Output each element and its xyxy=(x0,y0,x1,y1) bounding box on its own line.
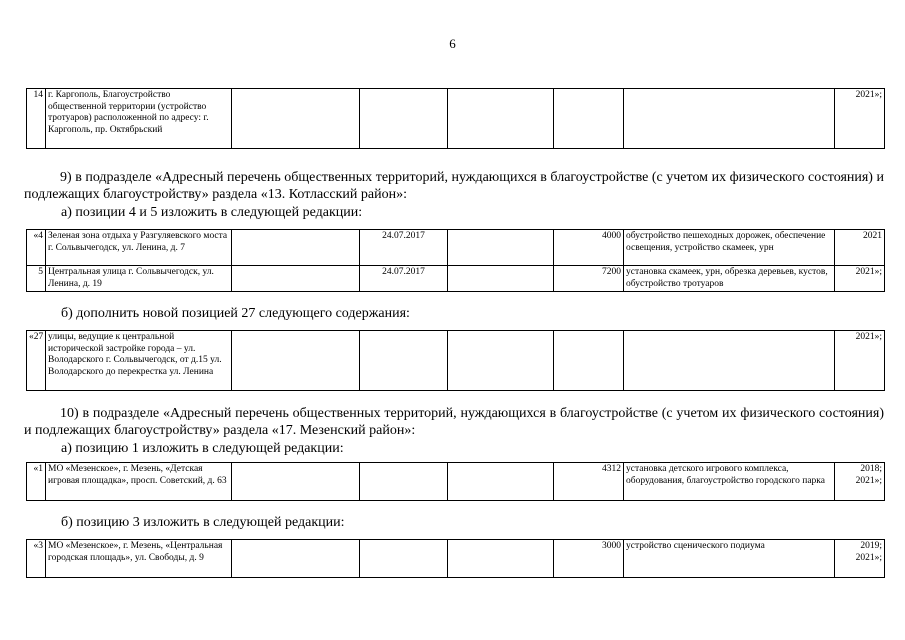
works-cell: обустройство пешеходных дорожек, обеспечение освещения, устройство скамеек, урн xyxy=(624,230,835,266)
sum-cell xyxy=(554,89,624,149)
year-cell: 2021 xyxy=(835,230,885,266)
table-row xyxy=(27,331,885,391)
paragraph-9: 9) в подразделе «Адресный перечень общественных территорий, нуждающихся в благоустройстве (с учетом их физического состояния) и подлежащих благоустройству» раздела «13. Котласский район»: xyxy=(24,170,884,202)
date-cell: 24.07.2017 xyxy=(360,230,448,266)
date-cell: 24.07.2017 xyxy=(360,266,448,292)
table-row xyxy=(27,230,885,266)
table-row xyxy=(27,266,885,292)
cell-empty xyxy=(448,331,554,391)
cell-empty xyxy=(232,463,360,501)
works-cell: устройство сценического подиума xyxy=(624,540,835,578)
cell-empty xyxy=(232,266,360,292)
row-number: «4 xyxy=(27,230,46,266)
year-cell: 2021»; xyxy=(835,331,885,391)
cell-empty xyxy=(448,230,554,266)
row-number: «1 xyxy=(27,463,46,501)
cell-empty xyxy=(232,230,360,266)
sum-cell: 3000 xyxy=(554,540,624,578)
sum-cell: 4312 xyxy=(554,463,624,501)
date-cell xyxy=(360,540,448,578)
table-kargopol xyxy=(26,88,885,149)
table-row xyxy=(27,540,885,578)
territory-name: МО «Мезенское», г. Мезень, «Детская игровая площадка», просп. Советский, д. 63 xyxy=(46,463,232,501)
cell-empty xyxy=(448,89,554,149)
territory-name: Зеленая зона отдыха у Разгуляевского моста г. Сольвычегодск, ул. Ленина, д. 7 xyxy=(46,230,232,266)
cell-empty xyxy=(232,540,360,578)
works-cell: установка скамеек, урн, обрезка деревьев, кустов, обустройство тротуаров xyxy=(624,266,835,292)
sum-cell xyxy=(554,331,624,391)
row-number: 14 xyxy=(27,89,46,149)
works-cell xyxy=(624,331,835,391)
year-cell: 2019; 2021»; xyxy=(835,540,885,578)
sum-cell: 7200 xyxy=(554,266,624,292)
date-cell xyxy=(360,463,448,501)
works-cell: установка детского игрового комплекса, оборудования, благоустройство городского парка xyxy=(624,463,835,501)
row-number: «27 xyxy=(27,331,46,391)
paragraph-9b: б) дополнить новой позицией 27 следующего содержания: xyxy=(61,306,410,321)
cell-empty xyxy=(232,331,360,391)
works-cell xyxy=(624,89,835,149)
territory-name: улицы, ведущие к центральной исторической застройке города – ул. Володарского г. Сольвычегодск, от д.15 ул. Володарского до перекрестка ул. Ленина xyxy=(46,331,232,391)
table-kotlas-new-position xyxy=(26,330,885,391)
territory-name: Центральная улица г. Сольвычегодск, ул. Ленина, д. 19 xyxy=(46,266,232,292)
table-row xyxy=(27,463,885,501)
cell-empty xyxy=(448,463,554,501)
table-kotlas-positions xyxy=(26,229,885,292)
territory-name: МО «Мезенское», г. Мезень, «Центральная городская площадь», ул. Свободы, д. 9 xyxy=(46,540,232,578)
paragraph-10b: б) позицию 3 изложить в следующей редакции: xyxy=(61,515,345,530)
page-number: 6 xyxy=(449,36,456,51)
paragraph-10a: а) позицию 1 изложить в следующей редакции: xyxy=(61,441,344,456)
cell-empty xyxy=(448,540,554,578)
cell-empty xyxy=(448,266,554,292)
paragraph-10: 10) в подразделе «Адресный перечень общественных территорий, нуждающихся в благоустройстве (с учетом их физического состояния) и подлежащих благоустройству» раздела «17. Мезенский район»: xyxy=(24,406,884,438)
year-cell: 2021»; xyxy=(835,89,885,149)
cell-empty xyxy=(232,89,360,149)
territory-name: г. Каргополь, Благоустройство общественной территории (устройство тротуаров) расположенной по адресу: г. Каргополь, пр. Октябрьский xyxy=(46,89,232,149)
table-mezen-position-3 xyxy=(26,539,885,578)
table-row xyxy=(27,89,885,149)
sum-cell: 4000 xyxy=(554,230,624,266)
date-cell xyxy=(360,89,448,149)
year-cell: 2021»; xyxy=(835,266,885,292)
date-cell xyxy=(360,331,448,391)
year-cell: 2018; 2021»; xyxy=(835,463,885,501)
paragraph-9a: а) позиции 4 и 5 изложить в следующей редакции: xyxy=(61,205,363,220)
row-number: «3 xyxy=(27,540,46,578)
table-mezen-position-1 xyxy=(26,462,885,501)
row-number: 5 xyxy=(27,266,46,292)
